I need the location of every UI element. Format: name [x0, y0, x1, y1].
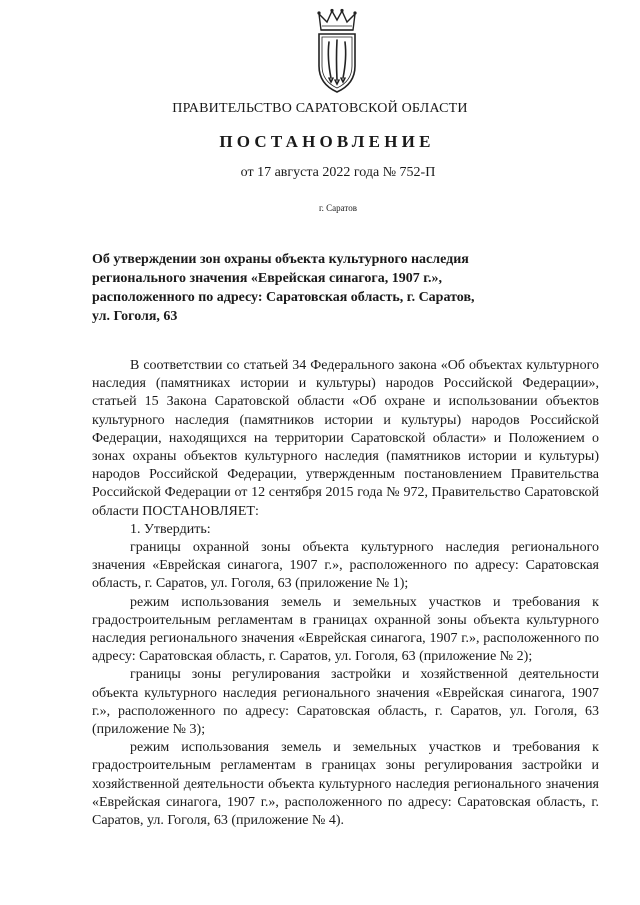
subject-line: расположенного по адресу: Саратовская область, г. Саратов,: [92, 290, 475, 305]
government-title: ПРАВИТЕЛЬСТВО САРАТОВСКОЙ ОБЛАСТИ: [172, 101, 468, 116]
list-item: границы охранной зоны объекта культурного наследия регионального значения «Еврейская синагога, 1907 г.», расположенного по адресу: Саратовская область, г. Саратов, ул. Гоголя, 63 (приложение № 1);: [92, 540, 599, 592]
document-date-number: от 17 августа 2022 года № 752-П: [240, 165, 436, 180]
document-body: [92, 357, 599, 830]
saratov-coat-of-arms-icon: [311, 8, 363, 96]
document-city: г. Саратов: [319, 203, 357, 213]
resolution-clause: 1. Утвердить:: [130, 521, 211, 537]
document-type-heading: ПОСТАНОВЛЕНИЕ: [219, 132, 435, 151]
list-item: границы зоны регулирования застройки и хозяйственной деятельности объекта культурного наследия регионального значения «Еврейская синагога, 1907 г.», расположенного по адресу: Саратовская область, г. Саратов, ул. Гоголя, 63 (приложение № 3);: [92, 667, 599, 738]
preamble-paragraph: В соответствии со статьей 34 Федерального закона «Об объектах культурного наследия (памятниках истории и культуры) народов Российской Федерации», статьей 15 Закона Саратовской области «Об охране и использовании объектов культурного наследия (памятников истории и культуры) народов Российской Федерации, находящихся на территории Саратовской области» и Положением о зонах охраны объектов культурного наследия (памятников истории и культуры) народов Российской Федерации, утвержденным постановлением Правительства Российской Федерации от 12 сентября 2015 года № 972, Правительство Саратовской области ПОСТАНОВЛЯЕТ:: [92, 358, 599, 519]
subject-line: Об утверждении зон охраны объекта культурного наследия: [92, 252, 469, 267]
list-item: режим использования земель и земельных участков и требования к градостроительным регламентам в границах охранной зоны объекта культурного наследия регионального значения «Еврейская синагога, 1907 г.», расположенного по адресу: Саратовская область, г. Саратов, ул. Гоголя, 63 (приложение № 2);: [92, 594, 599, 665]
subject-line: регионального значения «Еврейская синагога, 1907 г.»,: [92, 271, 442, 286]
subject-line: ул. Гоголя, 63: [92, 309, 178, 324]
document-subject: [92, 250, 512, 326]
list-item: режим использования земель и земельных участков и требования к градостроительным регламентам в границах зоны регулирования застройки и хозяйственной деятельности объекта культурного наследия регионального значения «Еврейская синагога, 1907 г.», расположенного по адресу: Саратовская область, г. Саратов, ул. Гоголя, 63 (приложение № 4).: [92, 740, 599, 829]
